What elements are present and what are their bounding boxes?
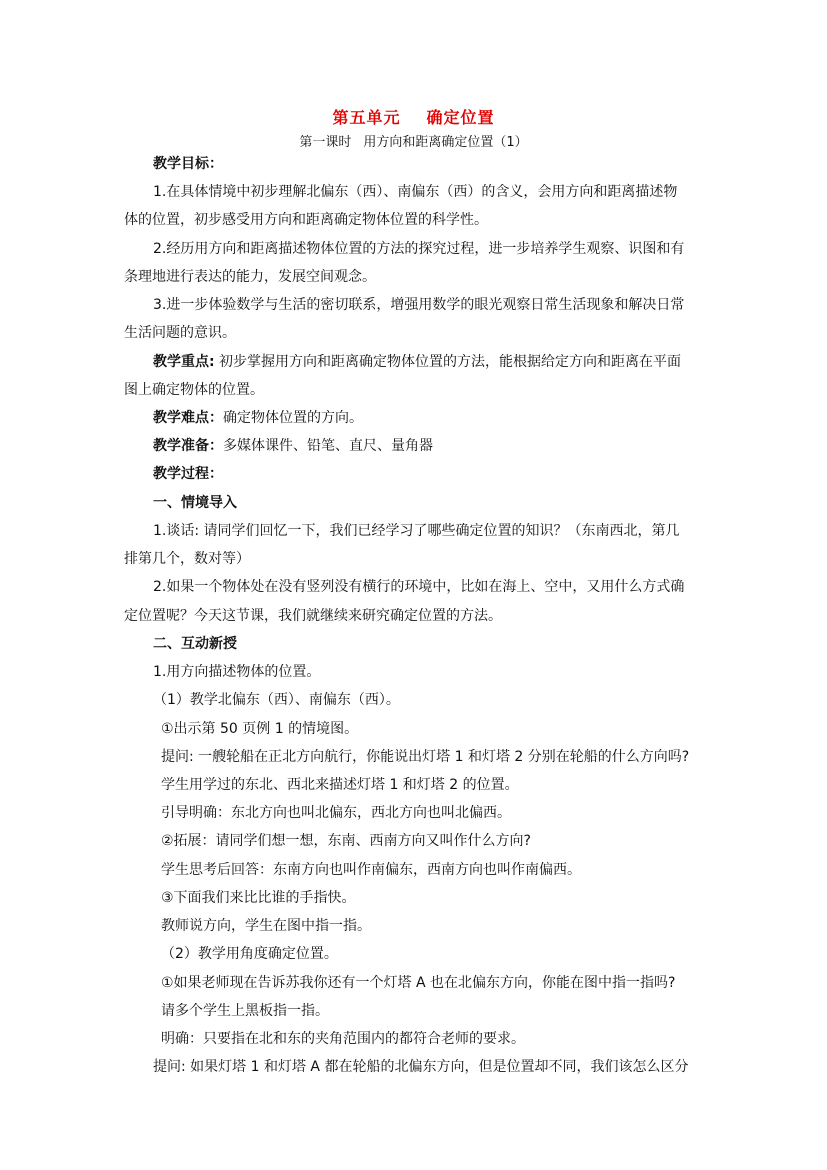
line-text: 请多个学生上黑板指一指。	[161, 1003, 329, 1019]
text-line	[153, 240, 684, 258]
line-text: 学生思考后回答：东南方向也叫作南偏东，西南方向也叫作南偏西。	[161, 862, 581, 878]
text-line	[153, 578, 684, 596]
title-topic: 确定位置	[426, 108, 495, 127]
line-text: 定位置呢？今天这节课，我们就继续来研究确定位置的方法。	[124, 608, 502, 624]
line-text: 提问: 一艘轮船在正北方向航行，你能说出灯塔 1 和灯塔 2 分别在轮船的什么方向吗?	[161, 749, 690, 765]
line-bold: 教学准备：	[153, 438, 223, 454]
text-line	[153, 522, 680, 540]
line-bold: 教学难点：	[153, 410, 223, 426]
text-line	[161, 945, 338, 963]
text-line	[153, 183, 677, 201]
text-line	[124, 381, 264, 399]
text-line	[161, 804, 511, 822]
line-text: 2.如果一个物体处在没有竖列没有横行的环境中，比如在海上、空中，又用什么方式确	[153, 579, 685, 595]
text-line	[124, 211, 488, 229]
line-text: 明确：只要指在北和东的夹角范围内的都符合老师的要求。	[161, 1031, 525, 1047]
line-bold: 教学过程：	[153, 466, 223, 482]
line-text: 图上确定物体的位置。	[124, 382, 264, 398]
text-line	[161, 1002, 329, 1020]
line-text: 多媒体课件、铅笔、直尺、量角器	[223, 438, 433, 454]
text-line	[161, 832, 531, 850]
line-text: 引导明确：东北方向也叫北偏东，西北方向也叫北偏西。	[161, 805, 511, 821]
line-bold: 教学重点:	[153, 354, 215, 370]
text-line	[153, 494, 237, 512]
text-line	[161, 861, 581, 879]
line-text: ②拓展：请同学们想一想，东南、西南方向又叫作什么方向?	[161, 833, 531, 849]
line-text: 1.谈话: 请同学们回忆一下，我们已经学习了哪些确定位置的知识？（东南西北，第几	[153, 523, 680, 539]
line-text: 确定物体位置的方向。	[223, 410, 363, 426]
line-text: ①出示第 50 页例 1 的情境图。	[161, 721, 359, 737]
line-text: 教师说方向，学生在图中指一指。	[161, 918, 371, 934]
page-subtitle	[0, 131, 827, 150]
text-line	[153, 353, 681, 371]
line-bold: 二、互动新授	[153, 636, 237, 652]
line-text: 2.经历用方向和距离描述物体位置的方法的探究过程，进一步培养学生观察、识图和有	[153, 241, 685, 257]
line-text: （2）教学用角度确定位置。	[161, 946, 338, 962]
text-line	[161, 776, 519, 794]
text-line	[153, 465, 223, 483]
line-text: 学生用学过的东北、西北来描述灯塔 1 和灯塔 2 的位置。	[161, 777, 519, 793]
subtitle-name: 用方向和距离确定位置（1）	[363, 135, 528, 150]
text-line	[153, 691, 400, 709]
text-line	[161, 748, 689, 766]
text-line	[161, 889, 356, 907]
text-line	[153, 1058, 688, 1076]
text-line	[124, 324, 236, 342]
page-title	[0, 105, 827, 128]
line-text: 初步掌握用方向和距离确定物体位置的方法，能根据给定方向和距离在平面	[214, 354, 682, 370]
text-line	[161, 1030, 525, 1048]
text-line	[153, 437, 433, 455]
line-bold: 教学目标：	[153, 156, 223, 172]
line-text: ①如果老师现在告诉苏我你还有一个灯塔 A 也在北偏东方向，你能在图中指一指吗?	[161, 975, 676, 991]
text-line	[161, 720, 358, 738]
text-line	[124, 268, 376, 286]
line-text: 1.用方向描述物体的位置。	[153, 664, 321, 680]
line-bold: 一、情境导入	[153, 495, 237, 511]
text-line	[161, 917, 371, 935]
text-line	[153, 663, 320, 681]
line-text: 生活问题的意识。	[124, 325, 236, 341]
line-text: ③下面我们来比比谁的手指快。	[161, 890, 356, 906]
line-text: 3.进一步体验数学与生活的密切联系，增强用数学的眼光观察日常生活现象和解决日常	[153, 297, 685, 313]
line-text: （1）教学北偏东（西）、南偏东（西）。	[153, 692, 400, 708]
subtitle-lesson: 第一课时	[299, 135, 352, 150]
text-line	[124, 550, 250, 568]
text-line	[153, 635, 237, 653]
title-unit: 第五单元	[332, 108, 401, 127]
line-text: 1.在具体情境中初步理解北偏东（西）、南偏东（西）的含义，会用方向和距离描述物	[153, 184, 678, 200]
line-text: 体的位置，初步感受用方向和距离确定物体位置的科学性。	[124, 212, 488, 228]
text-line	[124, 607, 502, 625]
text-line	[161, 974, 675, 992]
text-line	[153, 296, 684, 314]
text-line	[153, 409, 363, 427]
line-text: 提问: 如果灯塔 1 和灯塔 A 都在轮船的北偏东方向，但是位置却不同，我们该怎么区分	[153, 1059, 689, 1075]
line-text: 条理地进行表达的能力，发展空间观念。	[124, 269, 376, 285]
line-text: 排第几个，数对等）	[124, 551, 250, 567]
text-line	[153, 155, 223, 173]
